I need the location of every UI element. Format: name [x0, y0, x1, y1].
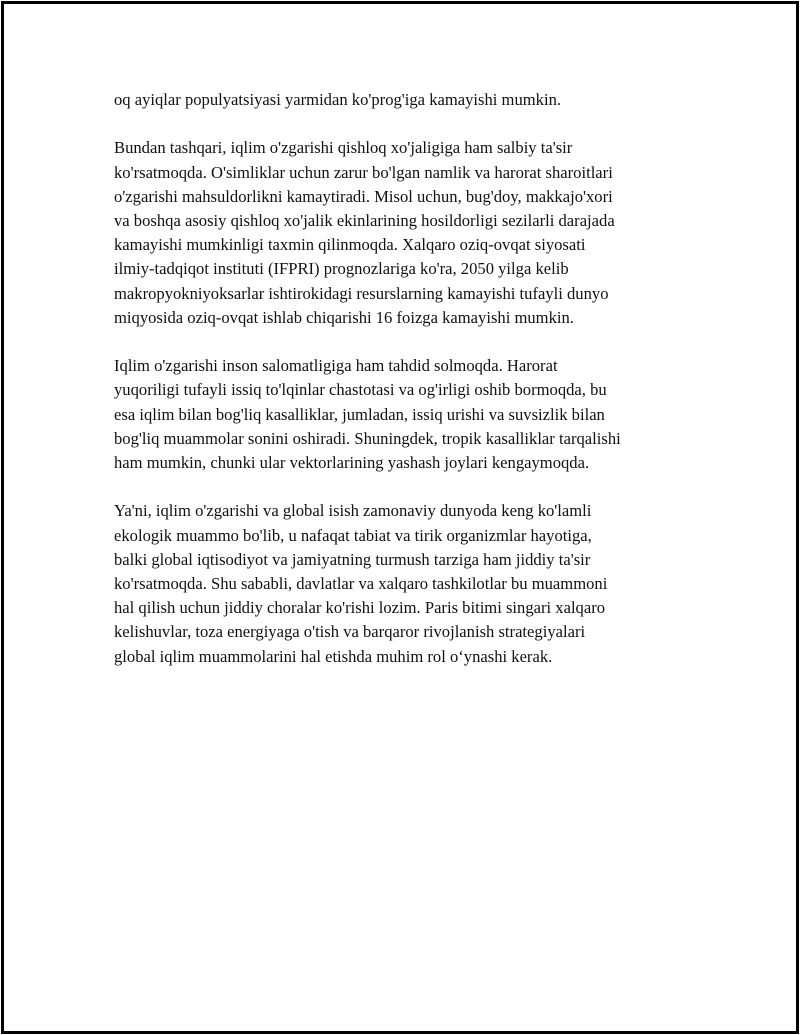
text-line: ko'rsatmoqda. O'simliklar uchun zarur bo'lgan namlik va harorat sharoitlari — [114, 162, 613, 182]
paragraph — [114, 499, 689, 668]
paragraph — [114, 354, 689, 475]
text-line: oq ayiqlar populyatsiyasi yarmidan ko'prog'iga kamayishi mumkin. — [114, 90, 562, 109]
text-line: kamayishi mumkinligi taxmin qilinmoqda. Xalqaro oziq-ovqat siyosati — [114, 235, 586, 255]
text-line: hal qilish uchun jiddiy choralar ko'rishi lozim. Paris bitimi singari xalqaro — [114, 598, 606, 618]
paragraph — [114, 136, 689, 330]
text-line: Ya'ni, iqlim o'zgarishi va global isish zamonaviy dunyoda keng ko'lamli — [114, 501, 592, 521]
document-body — [114, 88, 689, 693]
text-line: global iqlim muammolarini hal etishda muhim rol o‘ynashi kerak. — [114, 646, 553, 666]
text-line: balki global iqtisodiyot va jamiyatning turmush tarziga ham jiddiy ta'sir — [114, 549, 591, 569]
text-line: Iqlim o'zgarishi inson salomatligiga ham tahdid solmoqda. Harorat — [114, 356, 558, 376]
text-line: ekologik muammo bo'lib, u nafaqat tabiat va tirik organizmlar hayotiga, — [114, 525, 592, 545]
text-line: yuqoriligi tufayli issiq to'lqinlar chastotasi va og'irligi oshib bormoqda, bu — [114, 380, 607, 400]
text-line: va boshqa asosiy qishloq xo'jalik ekinlarining hosildorligi sezilarli darajada — [114, 211, 615, 230]
text-line: kelishuvlar, toza energiyaga o'tish va barqaror rivojlanish strategiyalari — [114, 622, 586, 642]
text-line: bog'liq muammolar sonini oshiradi. Shuningdek, tropik kasalliklar tarqalishi — [114, 428, 621, 448]
text-line: miqyosida oziq-ovqat ishlab chiqarishi 16 foizga kamayishi mumkin. — [114, 307, 574, 327]
text-line: ko'rsatmoqda. Shu sababli, davlatlar va xalqaro tashkilotlar bu muammoni — [114, 574, 608, 594]
text-line: ham mumkin, chunki ular vektorlarining yashash joylari kengaymoqda. — [114, 453, 590, 473]
text-line: Bundan tashqari, iqlim o'zgarishi qishloq xo'jaligiga ham salbiy ta'sir — [114, 138, 573, 158]
paragraph — [114, 88, 689, 112]
text-line: o'zgarishi mahsuldorlikni kamaytiradi. Misol uchun, bug'doy, makkajo'xori — [114, 186, 613, 206]
text-line: makropyokniyoksarlar ishtirokidagi resurslarning kamayishi tufayli dunyo — [114, 283, 609, 303]
text-line: ilmiy-tadqiqot instituti (IFPRI) prognozlariga ko'ra, 2050 yilga kelib — [114, 259, 569, 279]
text-line: esa iqlim bilan bog'liq kasalliklar, jumladan, issiq urishi va suvsizlik bilan — [114, 404, 605, 424]
